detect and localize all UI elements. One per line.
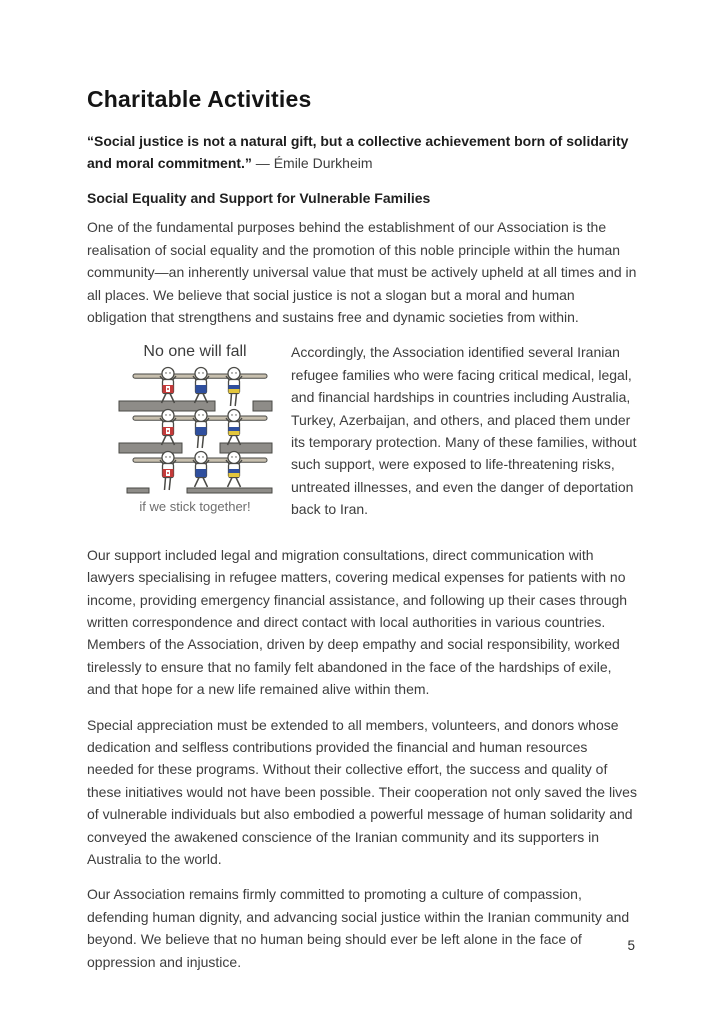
quote-block — [87, 130, 637, 175]
figure-caption-top: No one will fall — [143, 343, 247, 361]
quote-text: “Social justice is not a natural gift, but a collective achievement born of solidarity and moral commitment.” — [87, 132, 629, 171]
quote-attribution: — Émile Durkheim — [251, 155, 373, 171]
page-number: 5 — [627, 938, 635, 953]
section-heading: Social Equality and Support for Vulnerable Families — [87, 190, 431, 207]
figure-with-wrapped-text — [87, 341, 637, 533]
page-title: Charitable Activities — [87, 86, 312, 112]
unity-cartoon-svg — [113, 365, 278, 496]
paragraph-3: Our support included legal and migration consultations, direct communication with lawyers specialising in refugee matters, covering medical expenses for patients with no income, providing emergency financial assistance, and following up their cases through written correspondence and direct contact with local authorities in various countries. Members of the Association, driven by deep empathy and social responsibility, worked tirelessly to ensure that no family felt abandoned in the face of the hardships of exile, and that hope for a new life remained alive within them. — [87, 546, 628, 698]
paragraph-2: Accordingly, the Association identified several Iranian refugee families who were facing critical medical, legal, and financial hardships in countries including Australia, Turkey, Azerbaijan, and others, and placed them under its temporary protection. Many of these families, without such support, were exposed to life-threatening risks, untreated illnesses, and even the danger of deportation back to Iran. — [291, 344, 637, 518]
figure-caption-bottom: if we stick together! — [139, 499, 251, 515]
paragraph-5: Our Association remains firmly committed to promoting a culture of compassion, defending human dignity, and advancing social justice within the Iranian community and beyond. We believe that no human being should ever be left alone in the face of oppression and injustice. — [87, 886, 630, 970]
paragraph-4: Special appreciation must be extended to all members, volunteers, and donors whose dedication and selfless contributions provided the financial and human resources needed for these programs. Without their collective effort, the success and quality of these initiatives would not have been possible. Their cooperation not only saved the lives of vulnerable individuals but also embodied a powerful message of human solidarity and conveyed the awakened conscience of the Iranian community and its supporters in Australia to the world. — [87, 716, 637, 867]
paragraph-1: One of the fundamental purposes behind the establishment of our Association is the realisation of social equality and the promotion of this noble principle within the human community—an inherently universal value that must be actively upheld at all times and in all places. We believe that social justice is not a slogan but a moral and human obligation that strengthens and sustains free and dynamic societies from within. — [87, 219, 637, 326]
unity-cartoon-figure — [111, 341, 279, 516]
